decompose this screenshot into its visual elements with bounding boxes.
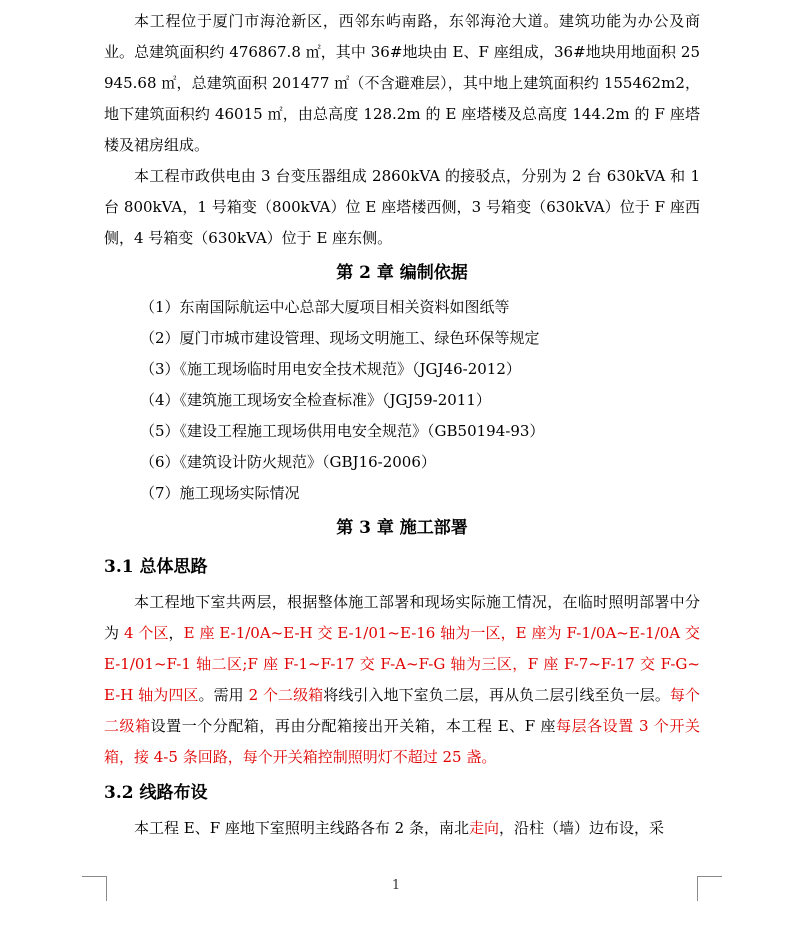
highlight-text: 走向 (468, 819, 499, 837)
paragraph-wiring-layout (104, 813, 700, 844)
text-run: ，沿柱（墙）边布设，采 (499, 819, 665, 837)
text-run: 本工程 E、F 座地下室照明主线路各布 2 条，南北 (134, 819, 469, 837)
page-number: 1 (391, 878, 401, 893)
section-3-1-title: 3.1 总体思路 (104, 557, 208, 577)
list-item: （4）《建筑施工现场安全检查标准》（JGJ59-2011） (140, 391, 491, 409)
list-item: （3）《施工现场临时用电安全技术规范》（JGJ46-2012） (140, 360, 521, 378)
section-3-2-title: 3.2 线路布设 (104, 783, 208, 803)
list-item: （5）《建设工程施工现场供用电安全规范》（GB50194-93） (140, 422, 545, 440)
list-item: （7）施工现场实际情况 (140, 484, 300, 502)
chapter-3-title: 第 3 章 施工部署 (336, 518, 468, 538)
highlight-text: 每个二级箱 (104, 686, 700, 735)
paragraph-project-overview: 本工程位于厦门市海沧新区，西邻东屿南路，东邻海沧大道。建筑功能为办公及商业。总建筑面积约 476867.8 ㎡，其中 36#地块由 E、F 座组成，36#地块用地面积 25945.68 ㎡，总建筑面积 201477 ㎡（不含避难层），其中地上建筑面积约 155462m2，地下建筑面积约 46015 ㎡，由总高度 128.2m 的 E 座塔楼及总高度 144.2m 的 F 座塔楼及裙房组成。 (104, 12, 700, 154)
paragraph-overall-plan (104, 587, 700, 773)
chapter-2-title: 第 2 章 编制依据 (336, 263, 468, 283)
text-run: ， (168, 624, 184, 642)
list-item: （1）东南国际航运中心总部大厦项目相关资料如图纸等 (140, 298, 510, 316)
text-run: 设置一个分配箱，再由分配箱接出开关箱，本工程 E、F 座 (150, 717, 557, 735)
reference-list (104, 292, 700, 509)
text-run: 本工程地下室共两层，根据整体施工部署和现场实际施工情况，在临时照明部署中分为 (104, 593, 700, 642)
list-item: （6）《建筑设计防火规范》（GBJ16-2006） (140, 453, 436, 471)
text-run: 将线引入地下室负二层，再从负二层引线至负一层。 (323, 686, 670, 704)
highlight-text: 2 个二级箱 (248, 686, 324, 704)
text-run: 。需用 (198, 686, 249, 704)
paragraph-power-supply: 本工程市政供电由 3 台变压器组成 2860kVA 的接驳点，分别为 2 台 630kVA 和 1 台 800kVA，1 号箱变（800kVA）位 E 座塔楼西侧，3 号箱变（630kVA）位于 F 座西侧，4 号箱变（630kVA）位于 E 座东侧。 (104, 167, 700, 247)
list-item: （2）厦门市城市建设管理、现场文明施工、绿色环保等规定 (140, 329, 540, 347)
highlight-text: 每层各设置 3 个开关箱，接 4-5 条回路，每个开关箱控制照明灯不超过 25 盏。 (104, 717, 700, 766)
document-body (104, 6, 700, 844)
highlight-text: E 座 E-1/0A~E-H 交 E-1/01~E-16 轴为一区，E 座为 F-1/0A~E-1/0A 交 E-1/01~F-1 轴二区;F 座 F-1~F-17 交 F-A~F-G 轴为三区，F 座 F-7~F-17 交 F-G~E-H 轴为四区 (104, 624, 700, 704)
highlight-text: 4 个区 (123, 624, 169, 642)
